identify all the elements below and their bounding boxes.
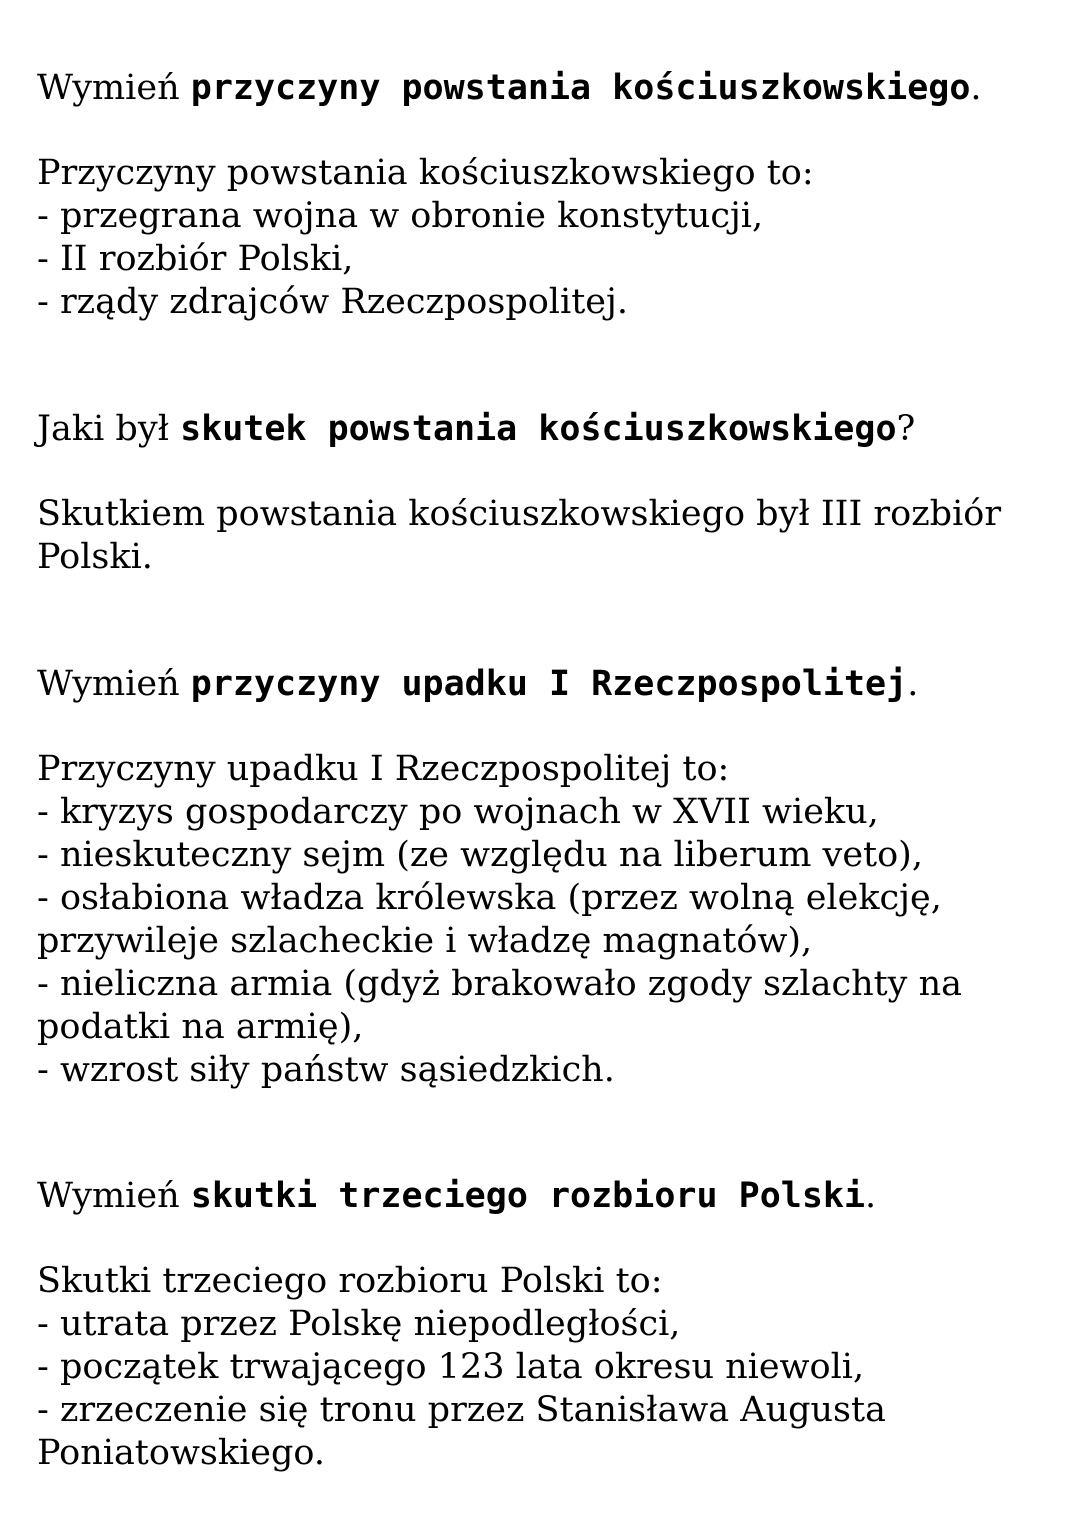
question-bold: przyczyny upadku I Rzeczpospolitej xyxy=(190,664,908,704)
answer-line: - zrzeczenie się tronu przez Stanisława Augusta xyxy=(37,1390,886,1430)
answer-line: - rządy zdrajców Rzeczpospolitej. xyxy=(37,282,628,322)
question-suffix: . xyxy=(907,664,919,704)
question-suffix: . xyxy=(865,1176,877,1216)
question-prefix: Wymień xyxy=(37,1176,191,1216)
answer-line: Skutkiem powstania kościuszkowskiego był III rozbiór xyxy=(37,494,1002,534)
answer-line: - nieliczna armia (gdyż brakowało zgody szlachty na xyxy=(37,964,962,1004)
answer-line: - utrata przez Polskę niepodległości, xyxy=(37,1304,681,1344)
answer-line: - osłabiona władza królewska (przez wolną elekcję, xyxy=(37,878,942,918)
question-bold: skutek powstania kościuszkowskiego xyxy=(180,409,897,449)
answer-line: - wzrost siły państw sąsiedzkich. xyxy=(37,1050,615,1090)
question-prefix: Jaki był xyxy=(37,409,181,449)
question-heading xyxy=(37,67,982,110)
question-bold: przyczyny powstania kościuszkowskiego xyxy=(190,68,971,108)
answer-line: podatki na armię), xyxy=(37,1007,364,1047)
answer-line: - II rozbiór Polski, xyxy=(37,239,354,279)
question-prefix: Wymień xyxy=(37,664,191,704)
answer-line: Przyczyny powstania kościuszkowskiego to: xyxy=(37,153,814,193)
question-suffix: ? xyxy=(896,409,916,449)
answer-line: - nieskuteczny sejm (ze względu na liberum veto), xyxy=(37,835,923,875)
answer-line: - początek trwającego 123 lata okresu niewoli, xyxy=(37,1347,865,1387)
question-heading xyxy=(37,408,915,451)
question-prefix: Wymień xyxy=(37,68,191,108)
question-heading xyxy=(37,1175,876,1218)
answer-line: - kryzys gospodarczy po wojnach w XVII wieku, xyxy=(37,792,879,832)
answer-line: Przyczyny upadku I Rzeczpospolitej to: xyxy=(37,749,730,789)
answer-line: Polski. xyxy=(37,537,153,577)
answer-line: Poniatowskiego. xyxy=(37,1433,325,1473)
answer-line: Skutki trzeciego rozbioru Polski to: xyxy=(37,1261,663,1301)
question-bold: skutki trzeciego rozbioru Polski xyxy=(190,1176,866,1216)
question-suffix: . xyxy=(970,68,982,108)
answer-line: przywileje szlacheckie i władzę magnatów), xyxy=(37,921,813,961)
answer-line: - przegrana wojna w obronie konstytucji, xyxy=(37,196,764,236)
question-heading xyxy=(37,663,918,706)
